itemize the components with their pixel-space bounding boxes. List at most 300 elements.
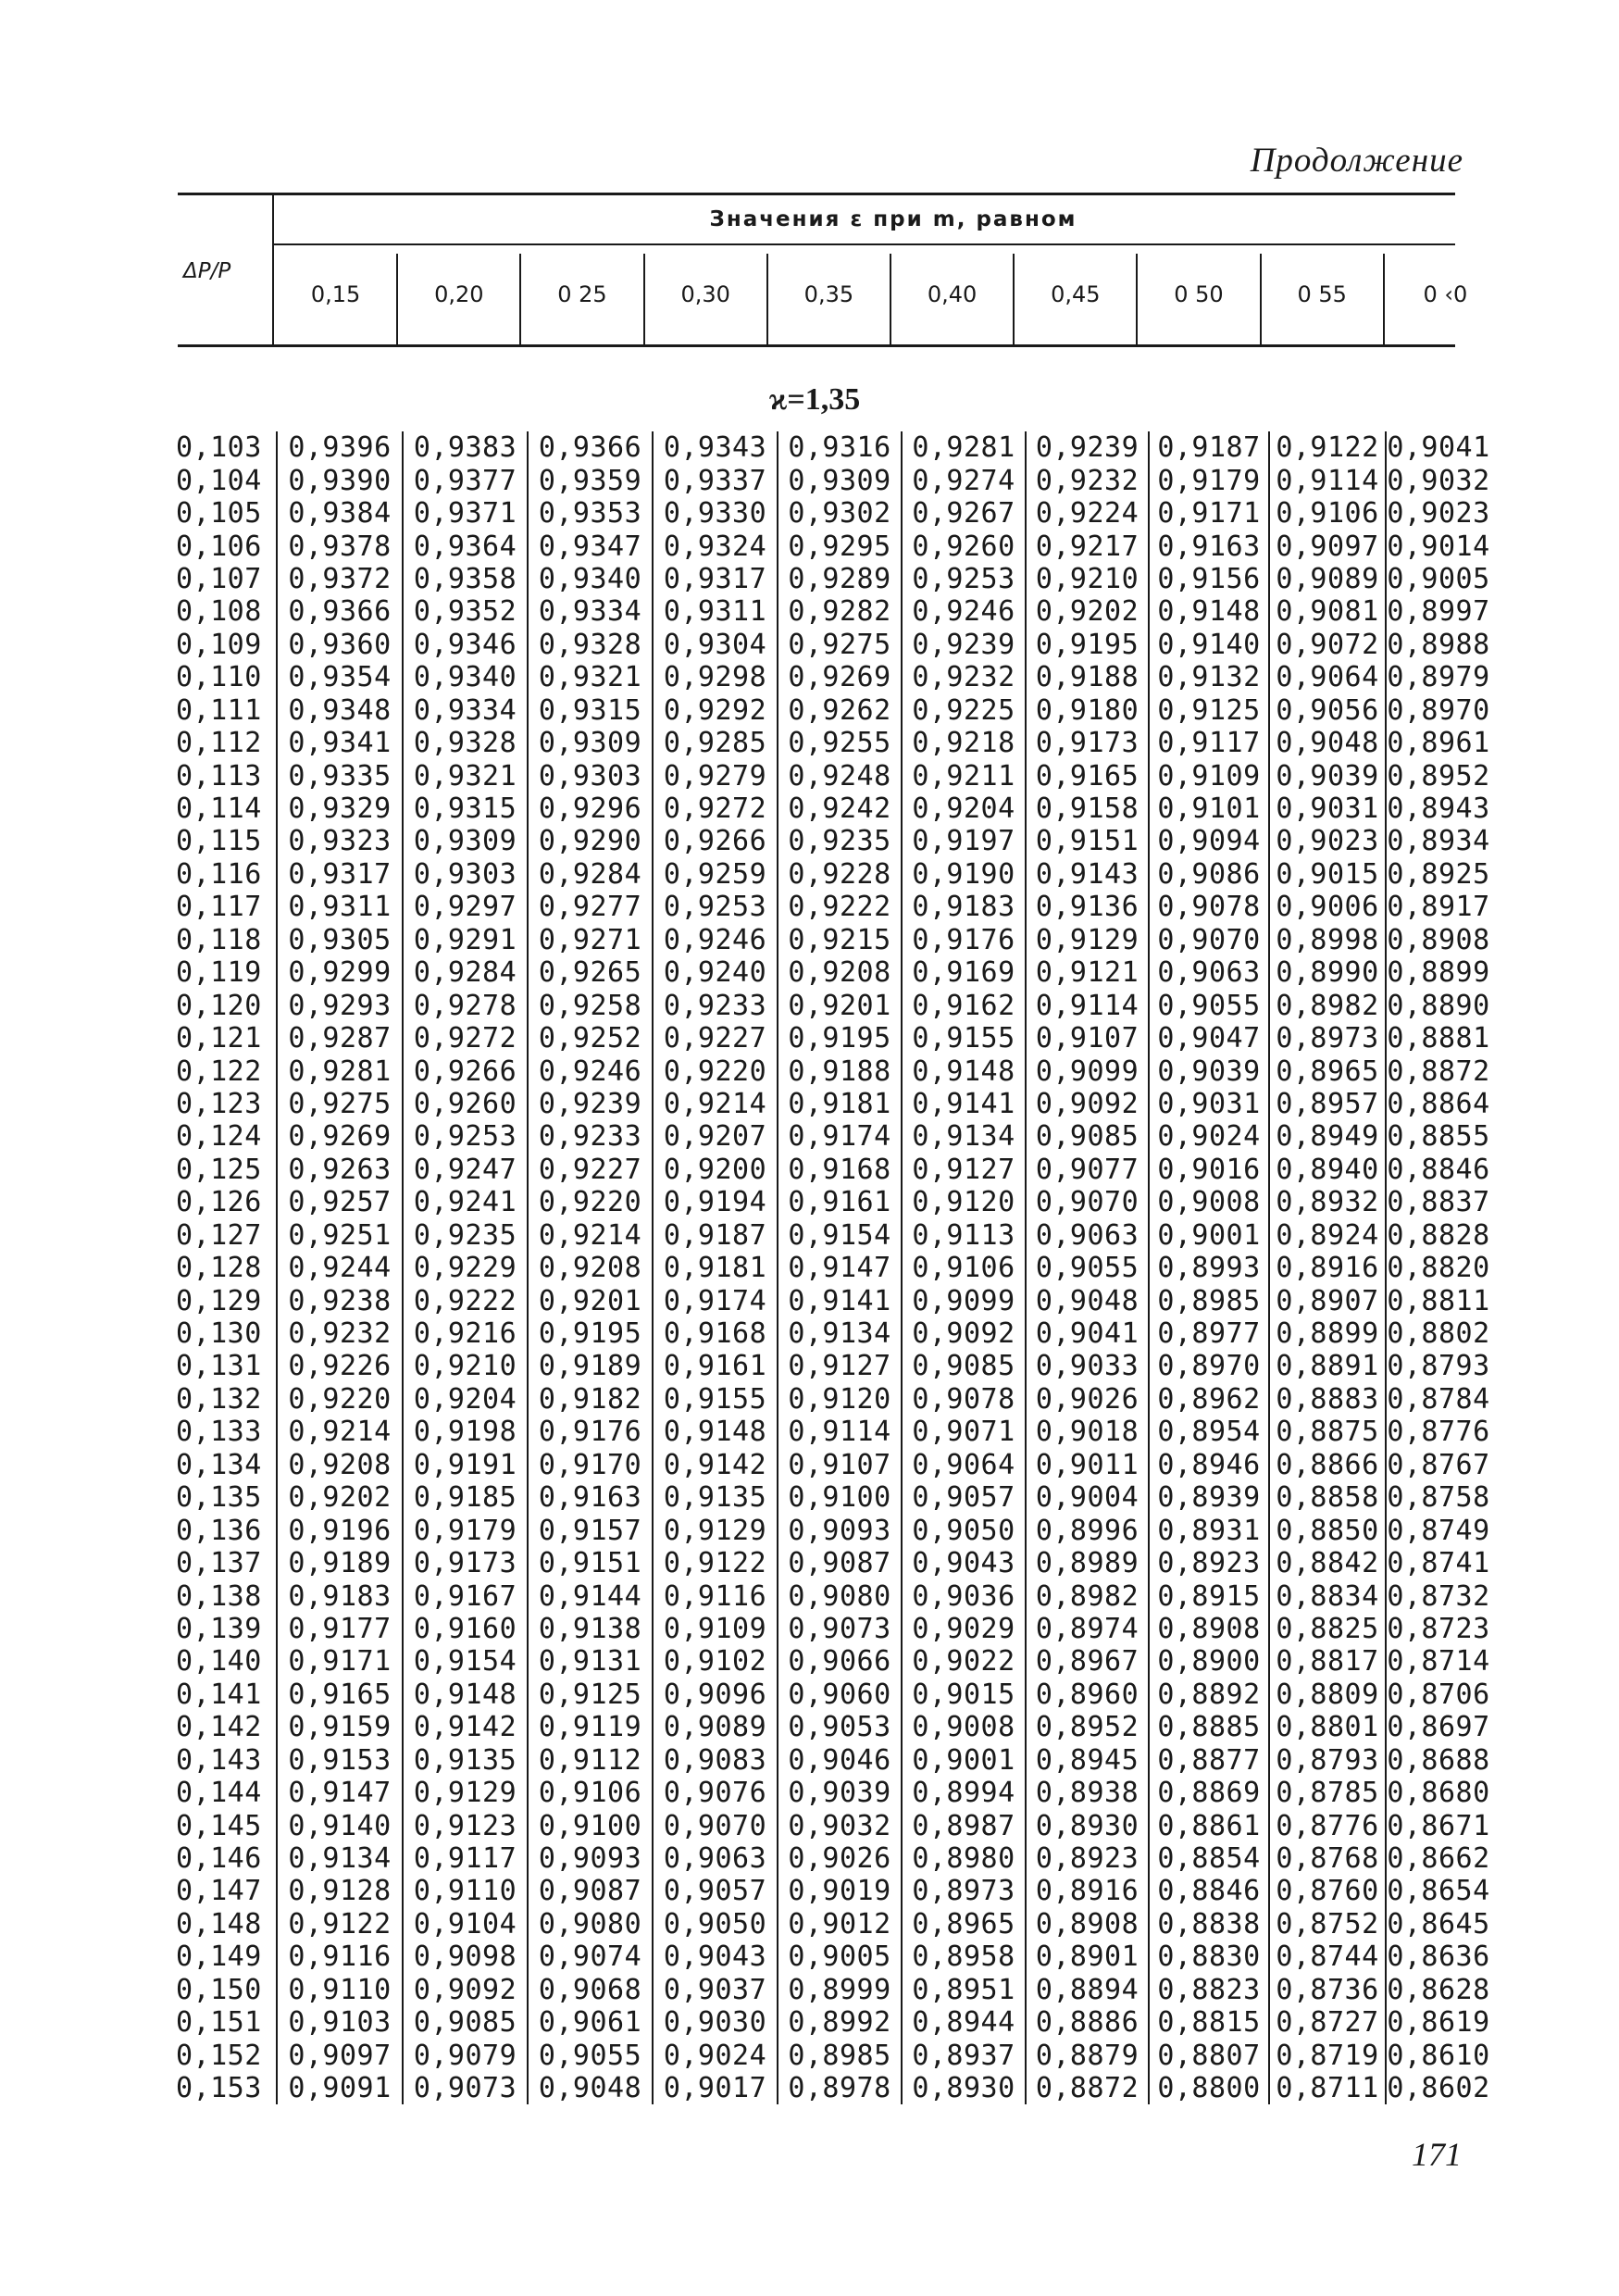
column-header: 0 55 xyxy=(1297,281,1347,307)
table-cell: 0,9275 xyxy=(778,629,902,661)
table-cell: 0,9232 xyxy=(902,661,1026,693)
table-cell: 0,9026 xyxy=(1026,1383,1149,1416)
table-cell: 0,8654 xyxy=(1387,1875,1490,1908)
table-cell: 0,8784 xyxy=(1387,1382,1490,1416)
table-row xyxy=(172,1120,1490,1153)
table-row xyxy=(172,2006,1490,2039)
table-cell: 0,9211 xyxy=(902,759,1026,792)
row-label: 0,139 xyxy=(176,1612,262,1645)
row-label: 0,103 xyxy=(176,431,262,465)
row-label: 0,110 xyxy=(176,661,262,694)
table-cell: 0,9086 xyxy=(1149,858,1269,891)
table-cell: 0,9031 xyxy=(1149,1088,1269,1120)
table-cell: 0,9112 xyxy=(528,1744,653,1777)
table-cell: 0,9081 xyxy=(1269,595,1386,628)
row-label: 0,141 xyxy=(176,1678,262,1711)
table-cell: 0,9222 xyxy=(778,891,902,923)
table-cell: 0,9220 xyxy=(653,1054,778,1087)
table-cell: 0,9309 xyxy=(778,464,902,496)
page-number: 171 xyxy=(1412,2136,1462,2173)
table-cell: 0,9078 xyxy=(1149,891,1269,923)
table-cell: 0,9043 xyxy=(653,1940,778,1973)
table-cell: 0,9101 xyxy=(1149,792,1269,825)
table-cell: 0,9141 xyxy=(778,1284,902,1316)
table-row xyxy=(172,1054,1490,1087)
table-cell: 0,8866 xyxy=(1269,1449,1386,1481)
table-row xyxy=(172,825,1490,857)
table-cell: 0,9271 xyxy=(528,924,653,956)
table-cell: 0,9179 xyxy=(403,1514,528,1546)
table-cell: 0,9352 xyxy=(403,595,528,628)
table-row xyxy=(172,1579,1490,1612)
table-row xyxy=(172,1449,1490,1481)
table-cell: 0,9016 xyxy=(1149,1154,1269,1186)
table-cell: 0,9138 xyxy=(528,1613,653,1645)
table-cell: 0,9055 xyxy=(1149,989,1269,1021)
table-cell: 0,8662 xyxy=(1387,1842,1490,1876)
table-cell: 0,9202 xyxy=(277,1481,403,1514)
row-label: 0,108 xyxy=(176,595,262,629)
table-cell: 0,9366 xyxy=(528,431,653,464)
table-cell: 0,8892 xyxy=(1149,1678,1269,1711)
table-cell: 0,9354 xyxy=(277,661,403,693)
table-cell: 0,9303 xyxy=(528,759,653,792)
table-row xyxy=(172,563,1490,595)
table-cell: 0,9173 xyxy=(1026,727,1149,759)
super-header-rule xyxy=(272,243,1455,245)
table-cell: 0,9214 xyxy=(528,1219,653,1252)
table-cell: 0,9063 xyxy=(653,1842,778,1875)
table-cell: 0,8815 xyxy=(1149,2006,1269,2039)
table-cell: 0,9122 xyxy=(653,1547,778,1579)
table-cell: 0,9102 xyxy=(653,1645,778,1678)
table-cell: 0,9110 xyxy=(277,1974,403,2006)
table-cell: 0,9272 xyxy=(653,792,778,825)
table-cell: 0,8974 xyxy=(1026,1613,1149,1645)
row-label: 0,140 xyxy=(176,1645,262,1678)
table-cell: 0,9281 xyxy=(277,1054,403,1087)
table-cell: 0,9174 xyxy=(778,1120,902,1153)
table-cell: 0,9170 xyxy=(528,1449,653,1481)
row-label: 0,137 xyxy=(176,1547,262,1580)
table-cell: 0,9060 xyxy=(778,1678,902,1711)
table-cell: 0,9024 xyxy=(1149,1120,1269,1153)
column-header: 0,45 xyxy=(1051,281,1101,307)
table-cell: 0,9098 xyxy=(403,1940,528,1973)
row-label: 0,128 xyxy=(176,1252,262,1285)
table-cell: 0,9323 xyxy=(277,825,403,857)
table-row xyxy=(172,1711,1490,1743)
table-cell: 0,9131 xyxy=(528,1645,653,1678)
table-cell: 0,9053 xyxy=(778,1711,902,1743)
table-cell: 0,8916 xyxy=(1026,1875,1149,1907)
table-cell: 0,8924 xyxy=(1269,1219,1386,1252)
table-cell: 0,8802 xyxy=(1387,1317,1490,1351)
table-cell: 0,9260 xyxy=(902,530,1026,562)
table-cell: 0,8951 xyxy=(902,1974,1026,2006)
table-cell: 0,9302 xyxy=(778,497,902,530)
table-cell: 0,9157 xyxy=(528,1514,653,1546)
table-cell: 0,9026 xyxy=(778,1842,902,1875)
table-cell: 0,9229 xyxy=(403,1252,528,1284)
table-cell: 0,9240 xyxy=(653,956,778,989)
table-cell: 0,9188 xyxy=(778,1054,902,1087)
table-cell: 0,8939 xyxy=(1149,1481,1269,1514)
table-cell: 0,9371 xyxy=(403,497,528,530)
table-cell: 0,8915 xyxy=(1149,1579,1269,1612)
table-cell: 0,9036 xyxy=(902,1579,1026,1612)
table-cell: 0,8970 xyxy=(1387,693,1490,727)
table-cell: 0,9135 xyxy=(403,1744,528,1777)
table-cell: 0,9284 xyxy=(403,956,528,989)
table-cell: 0,9293 xyxy=(277,989,403,1021)
table-cell: 0,9039 xyxy=(778,1777,902,1809)
table-row xyxy=(172,1613,1490,1645)
table-cell: 0,9022 xyxy=(902,1645,1026,1678)
table-cell: 0,9148 xyxy=(403,1678,528,1711)
row-label: 0,114 xyxy=(176,792,262,826)
table-cell: 0,8697 xyxy=(1387,1711,1490,1744)
table-cell: 0,9226 xyxy=(277,1350,403,1382)
table-cell: 0,9299 xyxy=(277,956,403,989)
row-label: 0,147 xyxy=(176,1875,262,1908)
table-cell: 0,9257 xyxy=(277,1186,403,1218)
column-header: 0 50 xyxy=(1174,281,1224,307)
table-cell: 0,8989 xyxy=(1026,1547,1149,1579)
table-cell: 0,8965 xyxy=(902,1908,1026,1940)
table-cell: 0,9297 xyxy=(403,891,528,923)
table-cell: 0,8982 xyxy=(1026,1579,1149,1612)
table-cell: 0,9123 xyxy=(403,1809,528,1841)
table-cell: 0,9262 xyxy=(778,694,902,727)
table-cell: 0,9360 xyxy=(277,629,403,661)
row-label: 0,124 xyxy=(176,1120,262,1154)
table-cell: 0,9125 xyxy=(1149,694,1269,727)
table-cell: 0,9298 xyxy=(653,661,778,693)
table-cell: 0,9134 xyxy=(277,1842,403,1875)
table-cell: 0,8636 xyxy=(1387,1940,1490,1974)
table-cell: 0,9279 xyxy=(653,759,778,792)
row-label: 0,122 xyxy=(176,1054,262,1088)
table-cell: 0,9171 xyxy=(1149,497,1269,530)
table-cell: 0,8998 xyxy=(1269,924,1386,956)
table-cell: 0,8732 xyxy=(1387,1579,1490,1613)
table-cell: 0,9346 xyxy=(403,629,528,661)
table-cell: 0,9141 xyxy=(902,1088,1026,1120)
table-cell: 0,8962 xyxy=(1149,1383,1269,1416)
table-cell: 0,9106 xyxy=(902,1252,1026,1284)
table-cell: 0,9073 xyxy=(778,1613,902,1645)
table-row xyxy=(172,956,1490,989)
table-cell: 0,9189 xyxy=(277,1547,403,1579)
table-cell: 0,9142 xyxy=(403,1711,528,1743)
table-cell: 0,8760 xyxy=(1269,1875,1386,1907)
table-cell: 0,9122 xyxy=(277,1908,403,1940)
table-row xyxy=(172,1744,1490,1777)
table-cell: 0,9329 xyxy=(277,792,403,825)
table-row xyxy=(172,1547,1490,1579)
table-cell: 0,8879 xyxy=(1026,2039,1149,2071)
table-cell: 0,9239 xyxy=(528,1088,653,1120)
table-cell: 0,8923 xyxy=(1026,1842,1149,1875)
table-row xyxy=(172,1842,1490,1875)
table-cell: 0,8978 xyxy=(778,2072,902,2104)
table-cell: 0,9050 xyxy=(653,1908,778,1940)
table-cell: 0,9163 xyxy=(528,1481,653,1514)
row-label: 0,127 xyxy=(176,1218,262,1252)
table-cell: 0,9005 xyxy=(1387,562,1490,595)
table-cell: 0,8988 xyxy=(1387,628,1490,661)
row-label: 0,123 xyxy=(176,1087,262,1120)
table-cell: 0,9072 xyxy=(1269,629,1386,661)
column-header-divider xyxy=(519,254,521,344)
table-cell: 0,9358 xyxy=(403,563,528,595)
table-cell: 0,9070 xyxy=(1026,1186,1149,1218)
table-cell: 0,9274 xyxy=(902,464,1026,496)
table-cell: 0,8736 xyxy=(1269,1974,1386,2006)
table-cell: 0,9269 xyxy=(778,661,902,693)
table-row xyxy=(172,1908,1490,1940)
table-cell: 0,8846 xyxy=(1149,1875,1269,1907)
table-cell: 0,9127 xyxy=(902,1154,1026,1186)
table-cell: 0,9023 xyxy=(1387,497,1490,530)
table-cell: 0,8850 xyxy=(1269,1514,1386,1546)
table-cell: 0,8869 xyxy=(1149,1777,1269,1809)
table-cell: 0,9151 xyxy=(1026,825,1149,857)
table-cell: 0,8800 xyxy=(1149,2072,1269,2104)
row-label: 0,142 xyxy=(176,1711,262,1744)
table-cell: 0,8900 xyxy=(1149,1645,1269,1678)
table-cell: 0,9246 xyxy=(902,595,1026,628)
section-title: ϰ=1,35 xyxy=(768,382,861,417)
table-cell: 0,8925 xyxy=(1387,857,1490,891)
table-cell: 0,8877 xyxy=(1149,1744,1269,1777)
table-cell: 0,9079 xyxy=(403,2039,528,2071)
row-label: 0,134 xyxy=(176,1448,262,1481)
table-cell: 0,9128 xyxy=(277,1875,403,1907)
table-cell: 0,8834 xyxy=(1269,1579,1386,1612)
table-row xyxy=(172,1284,1490,1316)
table-cell: 0,9176 xyxy=(902,924,1026,956)
column-header-divider xyxy=(766,254,768,344)
table-cell: 0,9004 xyxy=(1026,1481,1149,1514)
table-cell: 0,9189 xyxy=(528,1350,653,1382)
table-cell: 0,9180 xyxy=(1026,694,1149,727)
table-cell: 0,8807 xyxy=(1149,2039,1269,2071)
table-cell: 0,9070 xyxy=(653,1809,778,1841)
table-cell: 0,8930 xyxy=(1026,1809,1149,1841)
table-cell: 0,9043 xyxy=(902,1547,1026,1579)
table-cell: 0,9032 xyxy=(1387,464,1490,497)
table-cell: 0,8908 xyxy=(1387,923,1490,956)
row-label: 0,121 xyxy=(176,1022,262,1055)
table-row xyxy=(172,497,1490,530)
table-row xyxy=(172,2072,1490,2104)
table-cell: 0,9197 xyxy=(902,825,1026,857)
table-row xyxy=(172,1974,1490,2006)
table-cell: 0,9235 xyxy=(778,825,902,857)
table-cell: 0,9120 xyxy=(902,1186,1026,1218)
table-cell: 0,9110 xyxy=(403,1875,528,1907)
table-cell: 0,9218 xyxy=(902,727,1026,759)
column-header-divider xyxy=(1013,254,1015,344)
table-cell: 0,9281 xyxy=(902,431,1026,464)
table-cell: 0,8899 xyxy=(1269,1317,1386,1350)
table-row xyxy=(172,1317,1490,1350)
table-row xyxy=(172,464,1490,496)
table-cell: 0,9165 xyxy=(1026,759,1149,792)
table-cell: 0,9097 xyxy=(277,2039,403,2071)
table-cell: 0,9222 xyxy=(403,1284,528,1316)
row-label: 0,109 xyxy=(176,628,262,661)
table-cell: 0,8842 xyxy=(1269,1547,1386,1579)
table-cell: 0,8967 xyxy=(1026,1645,1149,1678)
table-cell: 0,9282 xyxy=(778,595,902,628)
table-cell: 0,9129 xyxy=(403,1777,528,1809)
table-cell: 0,9343 xyxy=(653,431,778,464)
table-cell: 0,9151 xyxy=(528,1547,653,1579)
table-cell: 0,9087 xyxy=(528,1875,653,1907)
table-cell: 0,9155 xyxy=(902,1022,1026,1054)
table-cell: 0,9214 xyxy=(277,1416,403,1448)
table-cell: 0,8881 xyxy=(1387,1022,1490,1055)
table-cell: 0,8706 xyxy=(1387,1678,1490,1711)
table-cell: 0,9176 xyxy=(528,1416,653,1448)
table-cell: 0,9019 xyxy=(778,1875,902,1907)
table-cell: 0,9046 xyxy=(778,1744,902,1777)
table-cell: 0,9120 xyxy=(778,1383,902,1416)
table-row xyxy=(172,1875,1490,1907)
table-row xyxy=(172,1809,1490,1841)
table-cell: 0,8785 xyxy=(1269,1777,1386,1809)
table-cell: 0,9109 xyxy=(1149,759,1269,792)
table-cell: 0,8973 xyxy=(902,1875,1026,1907)
table-cell: 0,9039 xyxy=(1269,759,1386,792)
table-cell: 0,9266 xyxy=(653,825,778,857)
table-row xyxy=(172,1645,1490,1678)
table-cell: 0,9315 xyxy=(403,792,528,825)
table-cell: 0,9285 xyxy=(653,727,778,759)
table-cell: 0,9269 xyxy=(277,1120,403,1153)
table-cell: 0,9171 xyxy=(277,1645,403,1678)
table-cell: 0,8809 xyxy=(1269,1678,1386,1711)
table-cell: 0,9334 xyxy=(403,694,528,727)
table-cell: 0,9235 xyxy=(403,1219,528,1252)
table-cell: 0,9057 xyxy=(902,1481,1026,1514)
table-cell: 0,9099 xyxy=(1026,1054,1149,1087)
table-cell: 0,9204 xyxy=(902,792,1026,825)
table-cell: 0,8996 xyxy=(1026,1514,1149,1546)
table-row xyxy=(172,595,1490,628)
table-cell: 0,9117 xyxy=(1149,727,1269,759)
table-cell: 0,9162 xyxy=(902,989,1026,1021)
table-cell: 0,9272 xyxy=(403,1022,528,1054)
table-cell: 0,9311 xyxy=(277,891,403,923)
table-cell: 0,8945 xyxy=(1026,1744,1149,1777)
table-row xyxy=(172,1022,1490,1054)
row-label: 0,144 xyxy=(176,1777,262,1810)
table-cell: 0,9241 xyxy=(403,1186,528,1218)
table-cell: 0,9001 xyxy=(902,1744,1026,1777)
table-cell: 0,9106 xyxy=(1269,497,1386,530)
table-cell: 0,9148 xyxy=(902,1054,1026,1087)
table-cell: 0,8970 xyxy=(1149,1350,1269,1382)
table-cell: 0,9324 xyxy=(653,530,778,562)
table-cell: 0,9089 xyxy=(1269,563,1386,595)
table-cell: 0,9289 xyxy=(778,563,902,595)
row-label: 0,152 xyxy=(176,2039,262,2072)
table-cell: 0,9167 xyxy=(403,1579,528,1612)
row-label: 0,118 xyxy=(176,923,262,956)
column-header-divider xyxy=(1136,254,1138,344)
table-cell: 0,9366 xyxy=(277,595,403,628)
table-row xyxy=(172,431,1490,464)
table-cell: 0,8688 xyxy=(1387,1743,1490,1777)
table-cell: 0,9248 xyxy=(778,759,902,792)
table-cell: 0,9334 xyxy=(528,595,653,628)
row-label: 0,106 xyxy=(176,530,262,563)
row-label: 0,149 xyxy=(176,1940,262,1974)
table-cell: 0,9114 xyxy=(778,1416,902,1448)
column-header-divider xyxy=(396,254,398,344)
table-cell: 0,9140 xyxy=(277,1809,403,1841)
table-cell: 0,9347 xyxy=(528,530,653,562)
table-cell: 0,9246 xyxy=(528,1054,653,1087)
row-label: 0,105 xyxy=(176,497,262,530)
table-cell: 0,9029 xyxy=(902,1613,1026,1645)
row-label: 0,148 xyxy=(176,1907,262,1940)
table-cell: 0,9337 xyxy=(653,464,778,496)
table-cell: 0,9201 xyxy=(528,1284,653,1316)
table-cell: 0,9136 xyxy=(1026,891,1149,923)
table-cell: 0,8858 xyxy=(1269,1481,1386,1514)
table-cell: 0,9048 xyxy=(1026,1284,1149,1316)
table-cell: 0,9303 xyxy=(403,858,528,891)
table-cell: 0,8872 xyxy=(1026,2072,1149,2104)
table-cell: 0,9050 xyxy=(902,1514,1026,1546)
table-cell: 0,8817 xyxy=(1269,1645,1386,1678)
table-cell: 0,9265 xyxy=(528,956,653,989)
column-header: 0,20 xyxy=(434,281,484,307)
table-cell: 0,9125 xyxy=(528,1678,653,1711)
table-cell: 0,9033 xyxy=(1026,1350,1149,1382)
table-row xyxy=(172,1481,1490,1514)
table-cell: 0,9353 xyxy=(528,497,653,530)
table-row xyxy=(172,759,1490,792)
table-cell: 0,9284 xyxy=(528,858,653,891)
table-cell: 0,9104 xyxy=(403,1908,528,1940)
table-cell: 0,9122 xyxy=(1269,431,1386,464)
table-cell: 0,8801 xyxy=(1269,1711,1386,1743)
column-header-divider xyxy=(643,254,645,344)
table-cell: 0,9018 xyxy=(1026,1416,1149,1448)
table-cell: 0,9244 xyxy=(277,1252,403,1284)
table-cell: 0,8990 xyxy=(1269,956,1386,989)
table-cell: 0,9168 xyxy=(778,1154,902,1186)
table-cell: 0,9217 xyxy=(1026,530,1149,562)
table-cell: 0,9179 xyxy=(1149,464,1269,496)
table-cell: 0,9055 xyxy=(1026,1252,1149,1284)
table-row xyxy=(172,727,1490,759)
table-cell: 0,9208 xyxy=(528,1252,653,1284)
data-table-body xyxy=(172,431,1490,2104)
table-cell: 0,9377 xyxy=(403,464,528,496)
table-cell: 0,8999 xyxy=(778,1974,902,2006)
column-header-divider xyxy=(1383,254,1385,344)
table-cell: 0,8946 xyxy=(1149,1449,1269,1481)
table-cell: 0,8891 xyxy=(1269,1350,1386,1382)
table-cell: 0,8961 xyxy=(1387,727,1490,760)
